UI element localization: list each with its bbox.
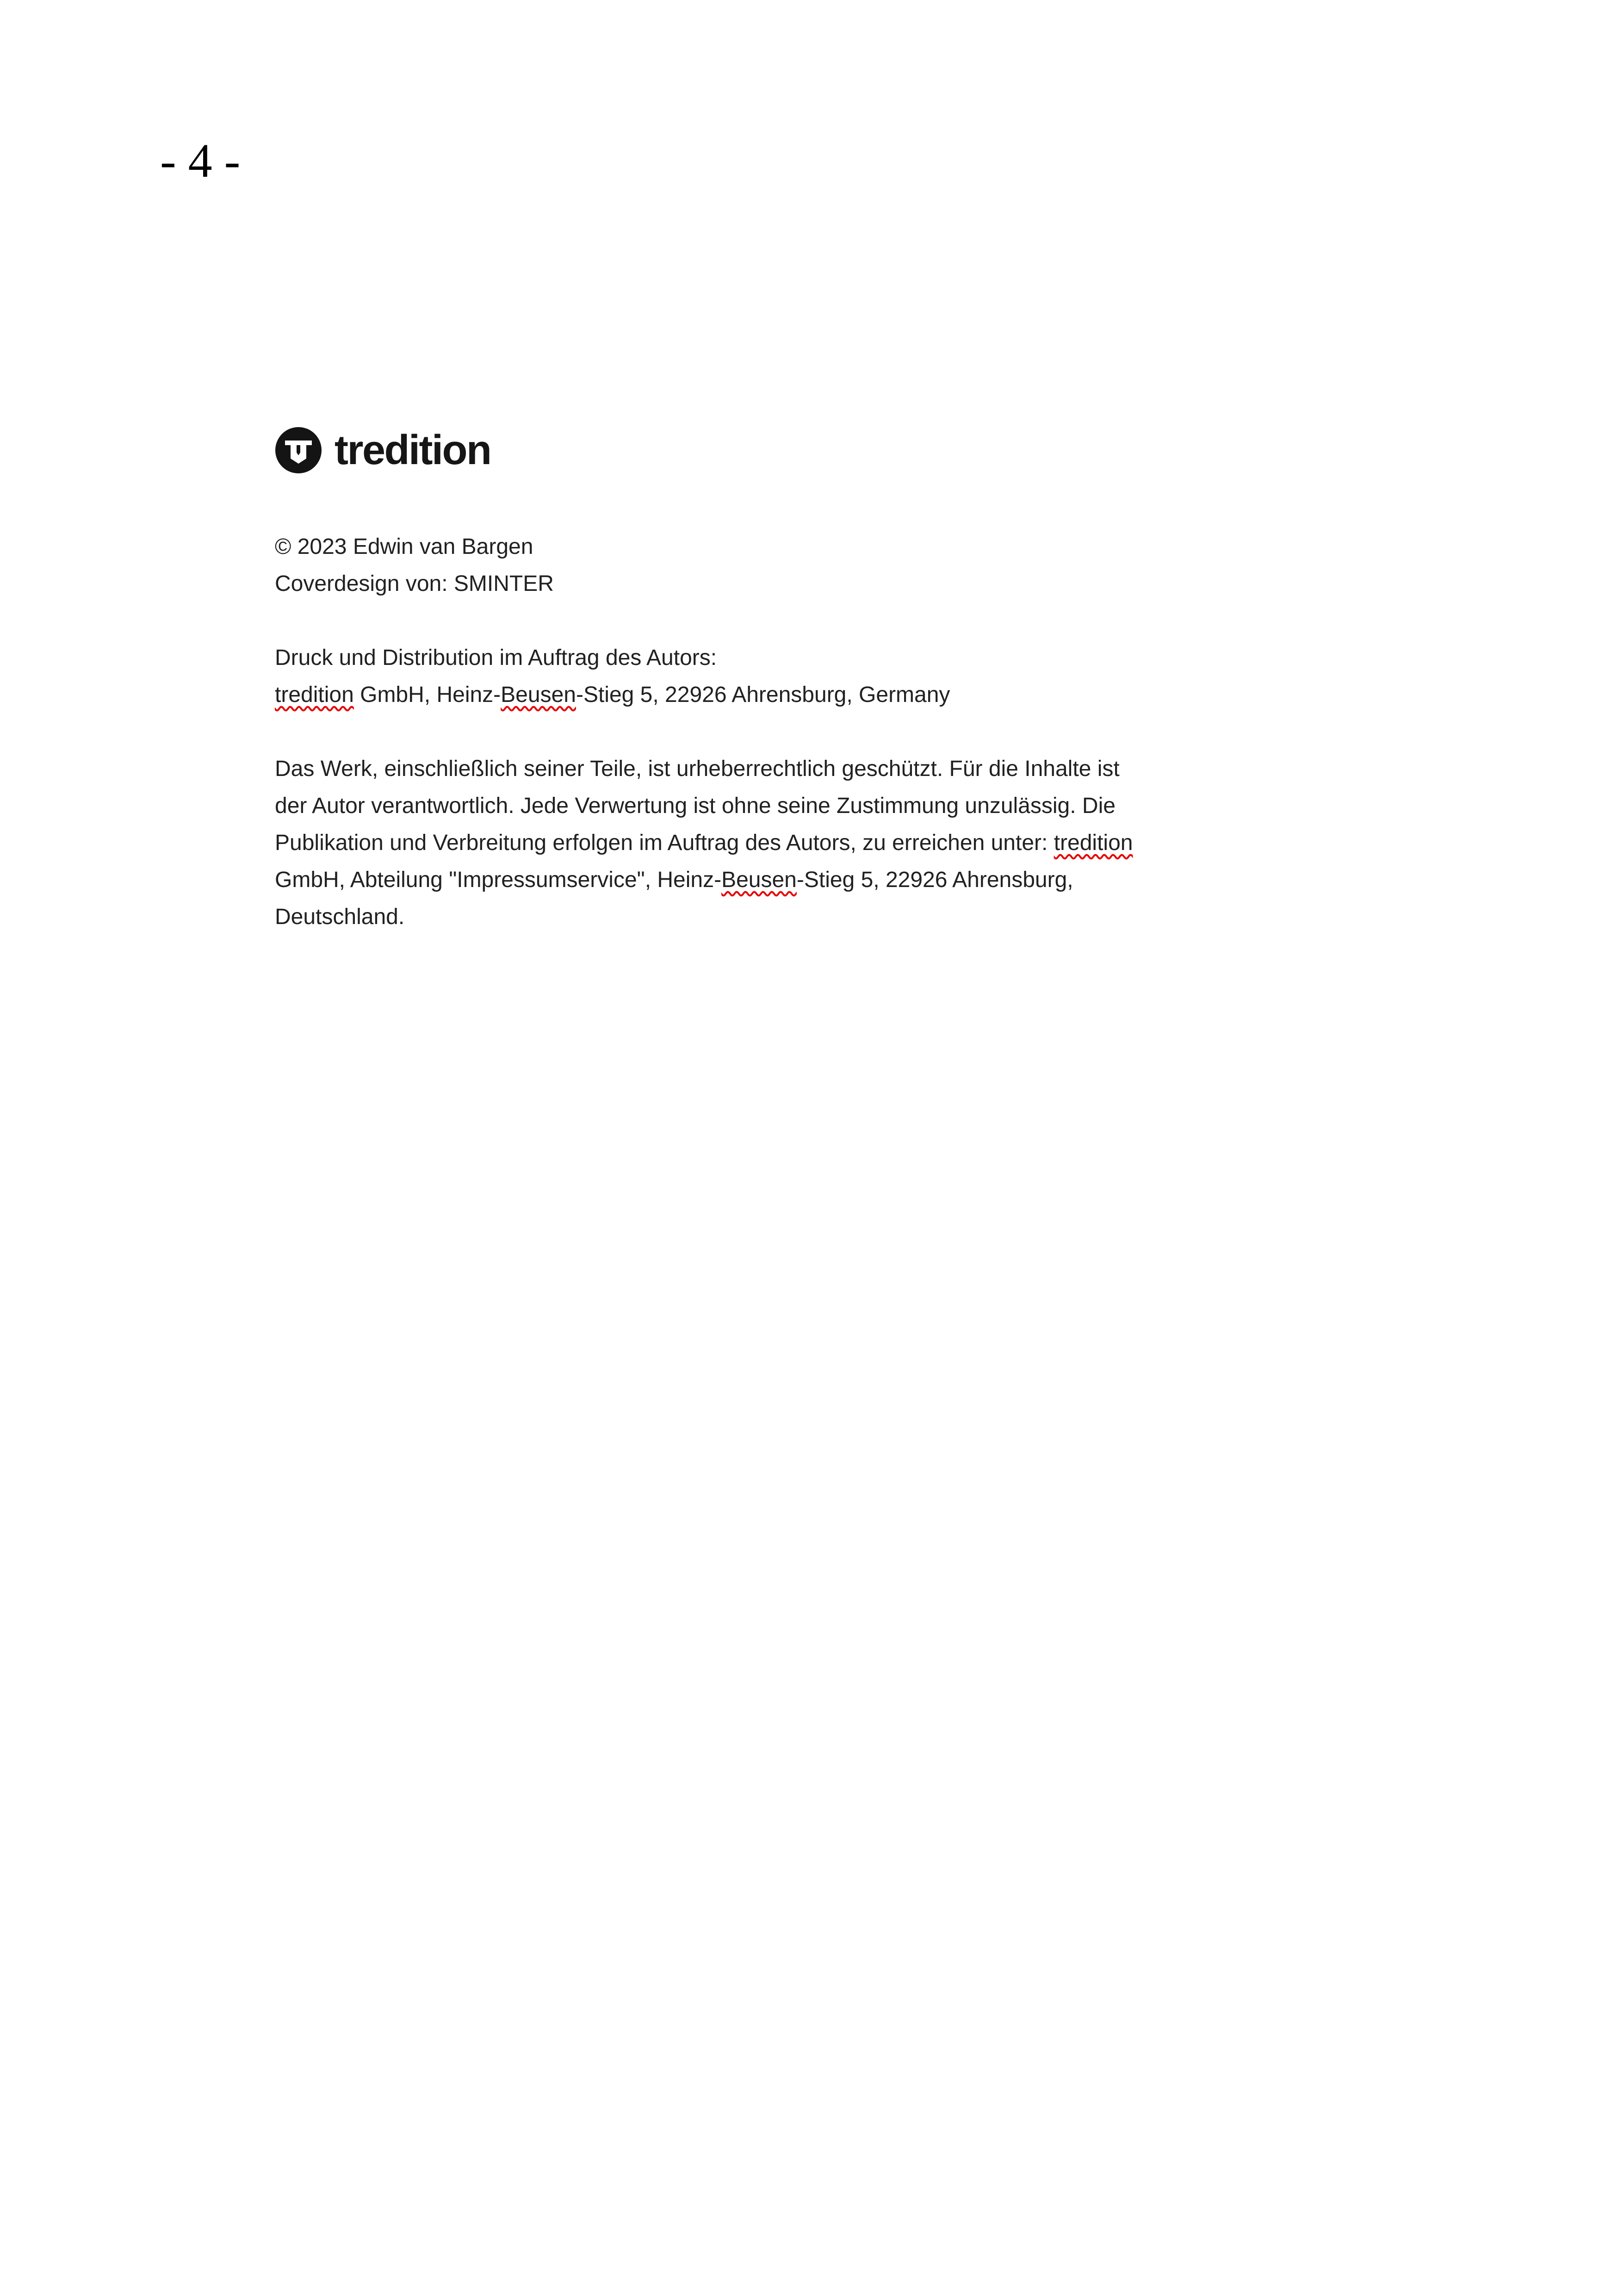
text-line — [275, 825, 1133, 862]
text-line — [275, 899, 1133, 936]
text-segment: Deutschland. — [275, 905, 405, 929]
text-segment: © 2023 Edwin van Bargen — [275, 534, 533, 559]
text-line — [275, 639, 1133, 676]
text-line — [275, 862, 1133, 899]
text-segment: Druck und Distribution im Auftrag des Autors: — [275, 645, 717, 670]
distribution-block — [275, 639, 1133, 714]
misspelled-word: tredition — [275, 683, 354, 707]
tredition-pi-icon — [275, 427, 322, 473]
legal-notice-block — [275, 751, 1133, 936]
text-line — [275, 788, 1133, 825]
misspelled-word: tredition — [1054, 831, 1133, 855]
misspelled-word: Beusen — [501, 683, 576, 707]
text-segment: GmbH, Heinz- — [353, 683, 501, 707]
text-segment: GmbH, Abteilung "Impressumservice", Heinz- — [275, 868, 722, 892]
tredition-logo — [275, 427, 490, 473]
misspelled-word: Beusen — [721, 868, 797, 892]
text-segment: Publikation und Verbreitung erfolgen im Auftrag des Autors, zu erreichen unter: — [275, 831, 1054, 855]
text-segment: Coverdesign von: SMINTER — [275, 571, 554, 596]
text-segment: -Stieg 5, 22926 Ahrensburg, — [796, 868, 1073, 892]
text-segment: Das Werk, einschließlich seiner Teile, ist urheberrechtlich geschützt. Für die Inhalte ist — [275, 757, 1120, 781]
text-line — [275, 751, 1133, 788]
text-line — [275, 528, 1133, 565]
copyright-block — [275, 528, 1133, 602]
text-line — [275, 565, 1133, 602]
text-segment: der Autor verantwortlich. Jede Verwertung ist ohne seine Zustimmung unzulässig. Die — [275, 794, 1116, 818]
imprint-text — [275, 528, 1133, 936]
page-number: - 4 - — [160, 134, 241, 187]
tredition-wordmark: tredition — [335, 427, 491, 473]
text-line — [275, 676, 1133, 714]
text-segment: -Stieg 5, 22926 Ahrensburg, Germany — [576, 683, 950, 707]
